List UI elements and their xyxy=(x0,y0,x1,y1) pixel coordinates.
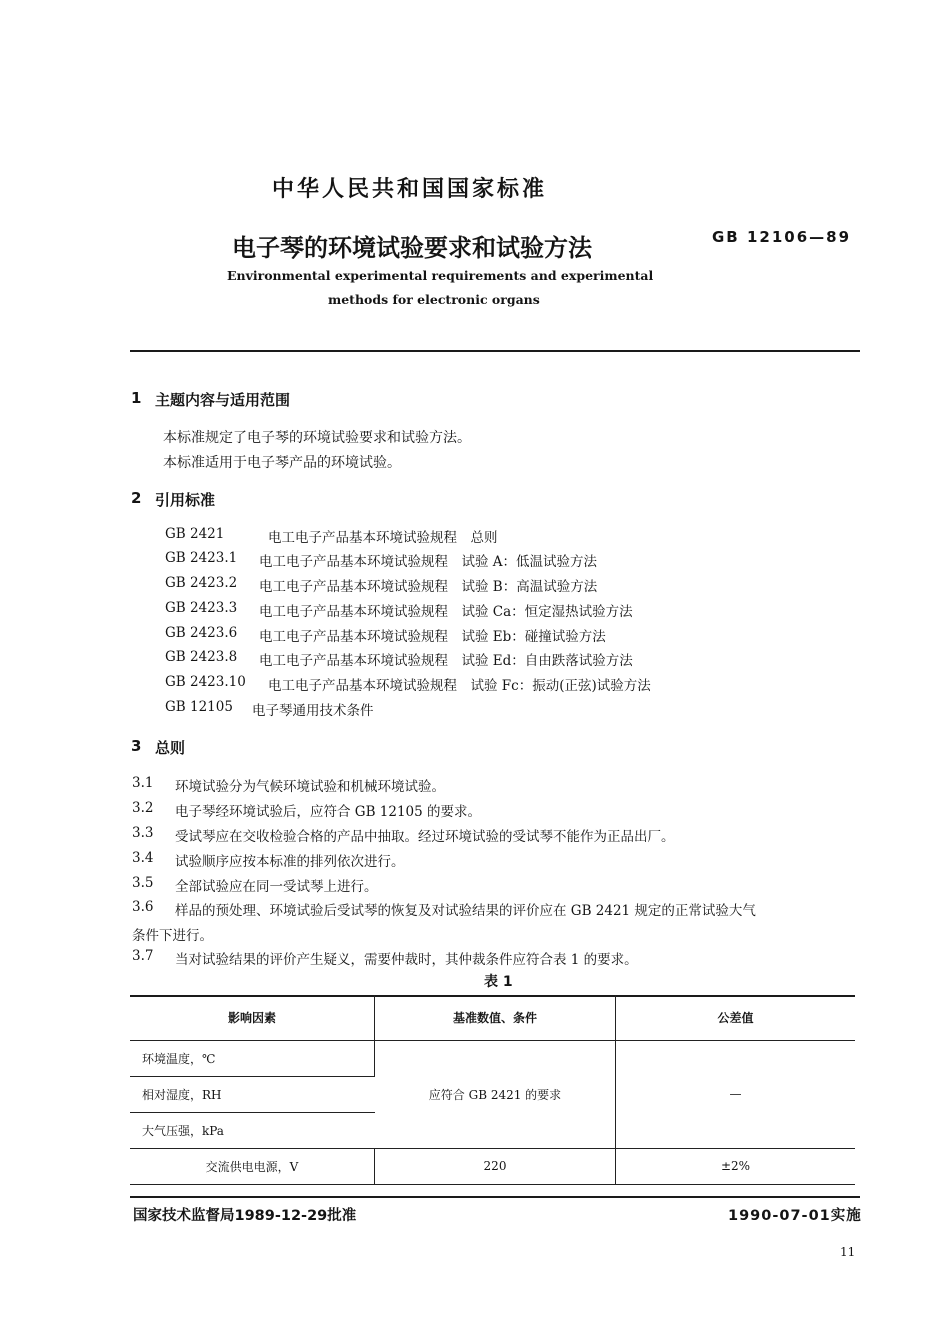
footer-divider xyxy=(130,1196,860,1198)
clause-text: 环境试验分为气候环境试验和机械环境试验。 xyxy=(175,779,445,795)
table-cell-factor: 大气压强，kPa xyxy=(130,1112,375,1148)
table-cell-factor: 相对湿度，RH xyxy=(130,1076,375,1112)
reference-text: 电子琴通用技术条件 xyxy=(252,703,374,719)
clause-text-continuation: 条件下进行。 xyxy=(132,928,213,944)
reference-text: 电工电子产品基本环境试验规程 试验 Fc：振动(正弦)试验方法 xyxy=(268,678,651,694)
reference-code: GB 2423.1 xyxy=(165,550,238,566)
section-3-title: 总则 xyxy=(155,739,186,757)
standard-number: GB 12106—89 xyxy=(712,228,852,246)
clause-text: 电子琴经环境试验后，应符合 GB 12105 的要求。 xyxy=(175,804,482,820)
table-cell-factor: 交流供电电源，V xyxy=(130,1148,375,1184)
reference-code: GB 2423.2 xyxy=(165,575,238,591)
english-title-line2: methods for electronic organs xyxy=(328,292,540,307)
table-cell-tolerance: ±2% xyxy=(616,1148,856,1184)
document-title: 电子琴的环境试验要求和试验方法 xyxy=(232,234,592,262)
page-number: 11 xyxy=(840,1245,856,1259)
clause-number: 3.7 xyxy=(132,948,154,964)
table-cell-merged-tolerance: — xyxy=(616,1040,856,1148)
reference-text: 电工电子产品基本环境试验规程 试验 A：低温试验方法 xyxy=(259,554,598,570)
reference-code: GB 2423.3 xyxy=(165,600,238,616)
clause-number: 3.4 xyxy=(132,850,154,866)
section-2-number: 2 xyxy=(131,489,142,507)
clause-text: 试验顺序应按本标准的排列依次进行。 xyxy=(175,854,405,870)
table-header-cell: 影响因素 xyxy=(130,995,375,1040)
clause-text: 受试琴应在交收检验合格的产品中抽取。经过环境试验的受试琴不能作为正品出厂。 xyxy=(175,829,675,845)
section-2-title: 引用标准 xyxy=(155,491,216,509)
reference-code: GB 2423.10 xyxy=(165,674,246,690)
section-1-title: 主题内容与适用范围 xyxy=(155,391,291,409)
reference-text: 电工电子产品基本环境试验规程 总则 xyxy=(268,530,498,546)
clause-text: 样品的预处理、环境试验后受试琴的恢复及对试验结果的评价应在 GB 2421 规定的正常试验大气 xyxy=(175,903,756,919)
section-3-number: 3 xyxy=(131,737,142,755)
table-caption: 表 1 xyxy=(484,974,513,990)
reference-code: GB 2423.6 xyxy=(165,625,238,641)
clause-number: 3.2 xyxy=(132,800,154,816)
clause-number: 3.5 xyxy=(132,875,154,891)
clause-number: 3.6 xyxy=(132,899,154,915)
clause-text: 全部试验应在同一受试琴上进行。 xyxy=(175,879,378,895)
reference-text: 电工电子产品基本环境试验规程 试验 B：高温试验方法 xyxy=(259,579,598,595)
table-header-cell: 基准数值、条件 xyxy=(375,995,616,1040)
clause-number: 3.3 xyxy=(132,825,154,841)
section-1-paragraph-1: 本标准规定了电子琴的环境试验要求和试验方法。 xyxy=(163,430,471,446)
section-1-paragraph-2: 本标准适用于电子琴产品的环境试验。 xyxy=(163,455,401,471)
implementation-date: 1990-07-01实施 xyxy=(728,1208,862,1224)
clause-text: 当对试验结果的评价产生疑义，需要仲裁时，其仲裁条件应符合表 1 的要求。 xyxy=(175,952,638,968)
table-header-cell: 公差值 xyxy=(616,995,856,1040)
clause-number: 3.1 xyxy=(132,775,154,791)
table-cell-value: 220 xyxy=(375,1148,616,1184)
reference-text: 电工电子产品基本环境试验规程 试验 Ca：恒定湿热试验方法 xyxy=(259,604,633,620)
reference-text: 电工电子产品基本环境试验规程 试验 Eb：碰撞试验方法 xyxy=(259,629,606,645)
table-row xyxy=(130,1148,855,1184)
english-title-line1: Environmental experimental requirements and experimental xyxy=(227,268,654,283)
reference-code: GB 2423.8 xyxy=(165,649,238,665)
national-standard-title: 中华人民共和国国家标准 xyxy=(272,177,548,202)
table-cell-merged-value: 应符合 GB 2421 的要求 xyxy=(375,1040,616,1148)
reference-code: GB 12105 xyxy=(165,699,233,715)
table-cell-factor: 环境温度，℃ xyxy=(130,1040,375,1076)
table-1 xyxy=(130,995,855,1185)
section-1-number: 1 xyxy=(131,389,142,407)
header-divider xyxy=(130,350,860,352)
table-row xyxy=(130,1040,855,1076)
reference-code: GB 2421 xyxy=(165,526,225,542)
reference-text: 电工电子产品基本环境试验规程 试验 Ed：自由跌落试验方法 xyxy=(259,653,633,669)
approval-note: 国家技术监督局1989-12-29批准 xyxy=(133,1208,357,1224)
